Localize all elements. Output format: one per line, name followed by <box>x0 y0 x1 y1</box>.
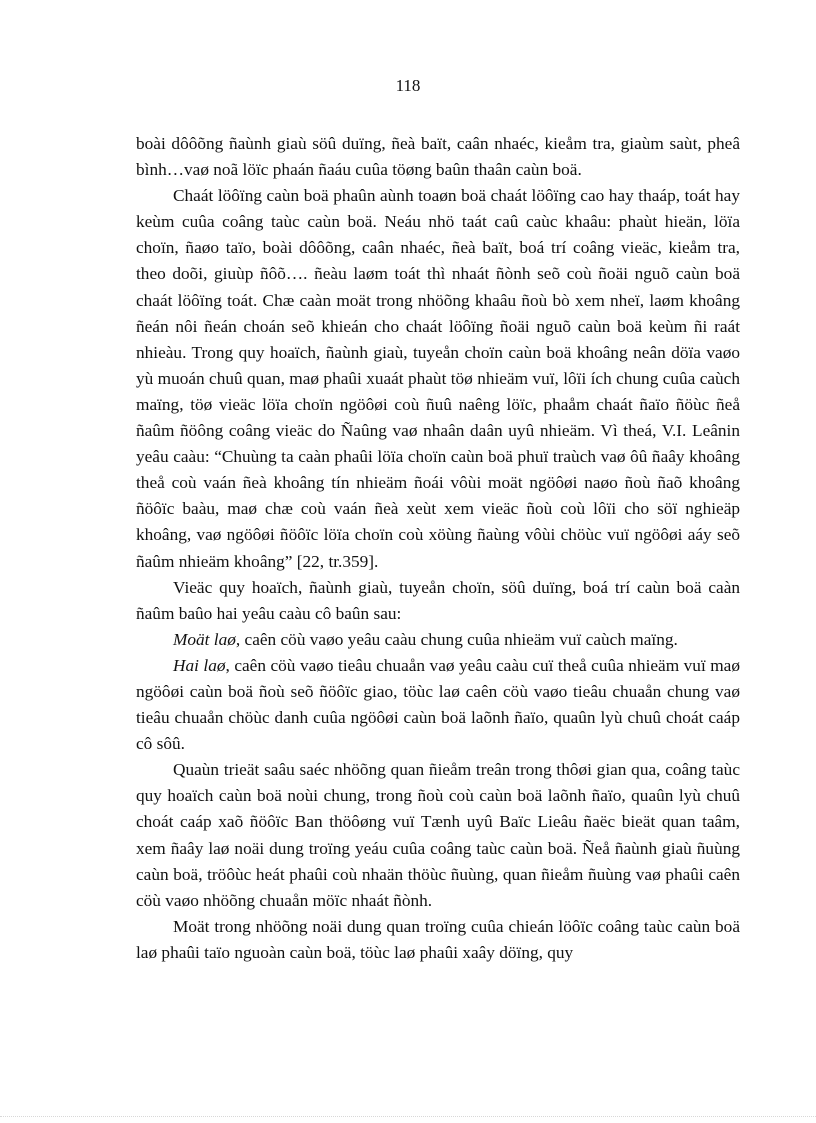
paragraph-7: Moät trong nhöõng noäi dung quan troïng cuûa chieán löôïc coâng taùc caùn boä laø phaûi taïo nguoàn caùn boä, töùc laø phaûi xaây döïng, quy <box>136 916 740 962</box>
paragraph-4 <box>136 627 740 653</box>
italic-lead-mot-la: Moät laø <box>173 629 236 649</box>
paragraph-3: Vieäc quy hoaïch, ñaùnh giaù, tuyeån choïn, söû duïng, boá trí caùn boä caàn ñaûm baûo hai yeâu caàu cô baûn sau: <box>136 577 740 623</box>
italic-lead-hai-la: Hai laø <box>173 655 226 675</box>
paragraph-2: Chaát löôïng caùn boä phaûn aùnh toaøn boä chaát löôïng cao hay thaáp, toát hay keùm cuûa coâng taùc caùn boä. Neáu nhö taát caû caùc khaâu: phaùt hieän, löïa choïn, ñaøo taïo, boài dôôõng, caân nhaéc, ñeà baït, boá trí coâng vieäc, kieåm tra, theo doõi, giuùp ñôõ…. ñeàu laøm toát thì nhaát ñònh seõ coù ñoäi nguõ caùn boä chaát löôïng toát. Chæ caàn moät trong nhöõng khaâu ñoù bò xem nheï, laøm khoâng ñeán nôi ñeán choán seõ khieán cho chaát löôïng ñoäi nguõ caùn boä keùm ñi raát nhieàu. Trong quy hoaïch, ñaùnh giaù, tuyeån choïn caùn boä khoâng neân döïa vaøo yù muoán chuû quan, maø phaûi xuaát phaùt töø nhieäm vuï, lôïi ích chung cuûa caùch maïng, töø vieäc löïa choïn ngöôøi coù ñuû naêng löïc, phaåm chaát ñaïo ñöùc ñeå ñaûm ñöông coâng vieäc do Ñaûng vaø nhaân daân uyû nhieäm. Vì theá, V.I. Leânin yeâu caàu: “Chuùng ta caàn phaûi löïa choïn caùn boä phuï traùch vaø ôû ñaây khoâng theå coù vaán ñeà khoâng tín nhieäm ñoái vôùi moät ngöôøi naøo ñoù ñaõ khoâng ñöôïc baàu, maø chæ coù vaán ñeà xeùt xem vieäc ñoù coù lôïi cho söï nghieäp khoâng, vaø ngöôøi ñöôïc löïa choïn coù xöùng ñaùng vôùi chöùc vuï ngöôøi aáy seõ ñaûm nhieäm khoâng” [22, tr.359]. <box>136 186 740 571</box>
paragraph-1: boài dôôõng ñaùnh giaù söû duïng, ñeà baït, caân nhaéc, kieåm tra, giaùm saùt, pheâ bình…vaø noã löïc phaán ñaáu cuûa töøng baûn thaân caùn boä. <box>136 134 740 180</box>
paragraph-6: Quaùn trieät saâu saéc nhöõng quan ñieåm treân trong thôøi gian qua, coâng taùc quy hoaïch caùn boä noùi chung, trong ñoù coù caùn boä laõnh ñaïo, quaûn lyù chuû choát caáp xaõ ñöôïc Ban thöôøng vuï Tænh uyû Baïc Lieâu ñaëc bieät quan taâm, xem ñaây laø noäi dung troïng yeáu cuûa coâng taùc caùn boä. Ñeå ñaùnh giaù ñuùng caùn boä, tröôùc heát phaûi coù nhaän thöùc ñuùng, quan ñieåm ñuùng vaø phaûi caên cöù vaøo nhöõng chuaån möïc nhaát ñònh. <box>136 760 740 910</box>
paragraph-4-text: , caên cöù vaøo yeâu caàu chung cuûa nhieäm vuï caùch maïng. <box>235 629 678 649</box>
page-number: 118 <box>395 76 421 95</box>
body-text <box>136 131 740 966</box>
paragraph-5-text: , caên cöù vaøo tieâu chuaån vaø yeâu caàu cuï theå cuûa nhieäm vuï maø ngöôøi caùn boä ñoù seõ ñöôïc giao, töùc laø caên cöù vaøo tieâu chuaån chung vaø tieâu chuaån chöùc danh cuûa ngöôøi caùn boä laõnh ñaïo, quaûn lyù chuû choát caáp cô sôû. <box>136 655 740 754</box>
paragraph-5 <box>136 653 740 757</box>
page-bottom-border <box>0 1116 816 1117</box>
